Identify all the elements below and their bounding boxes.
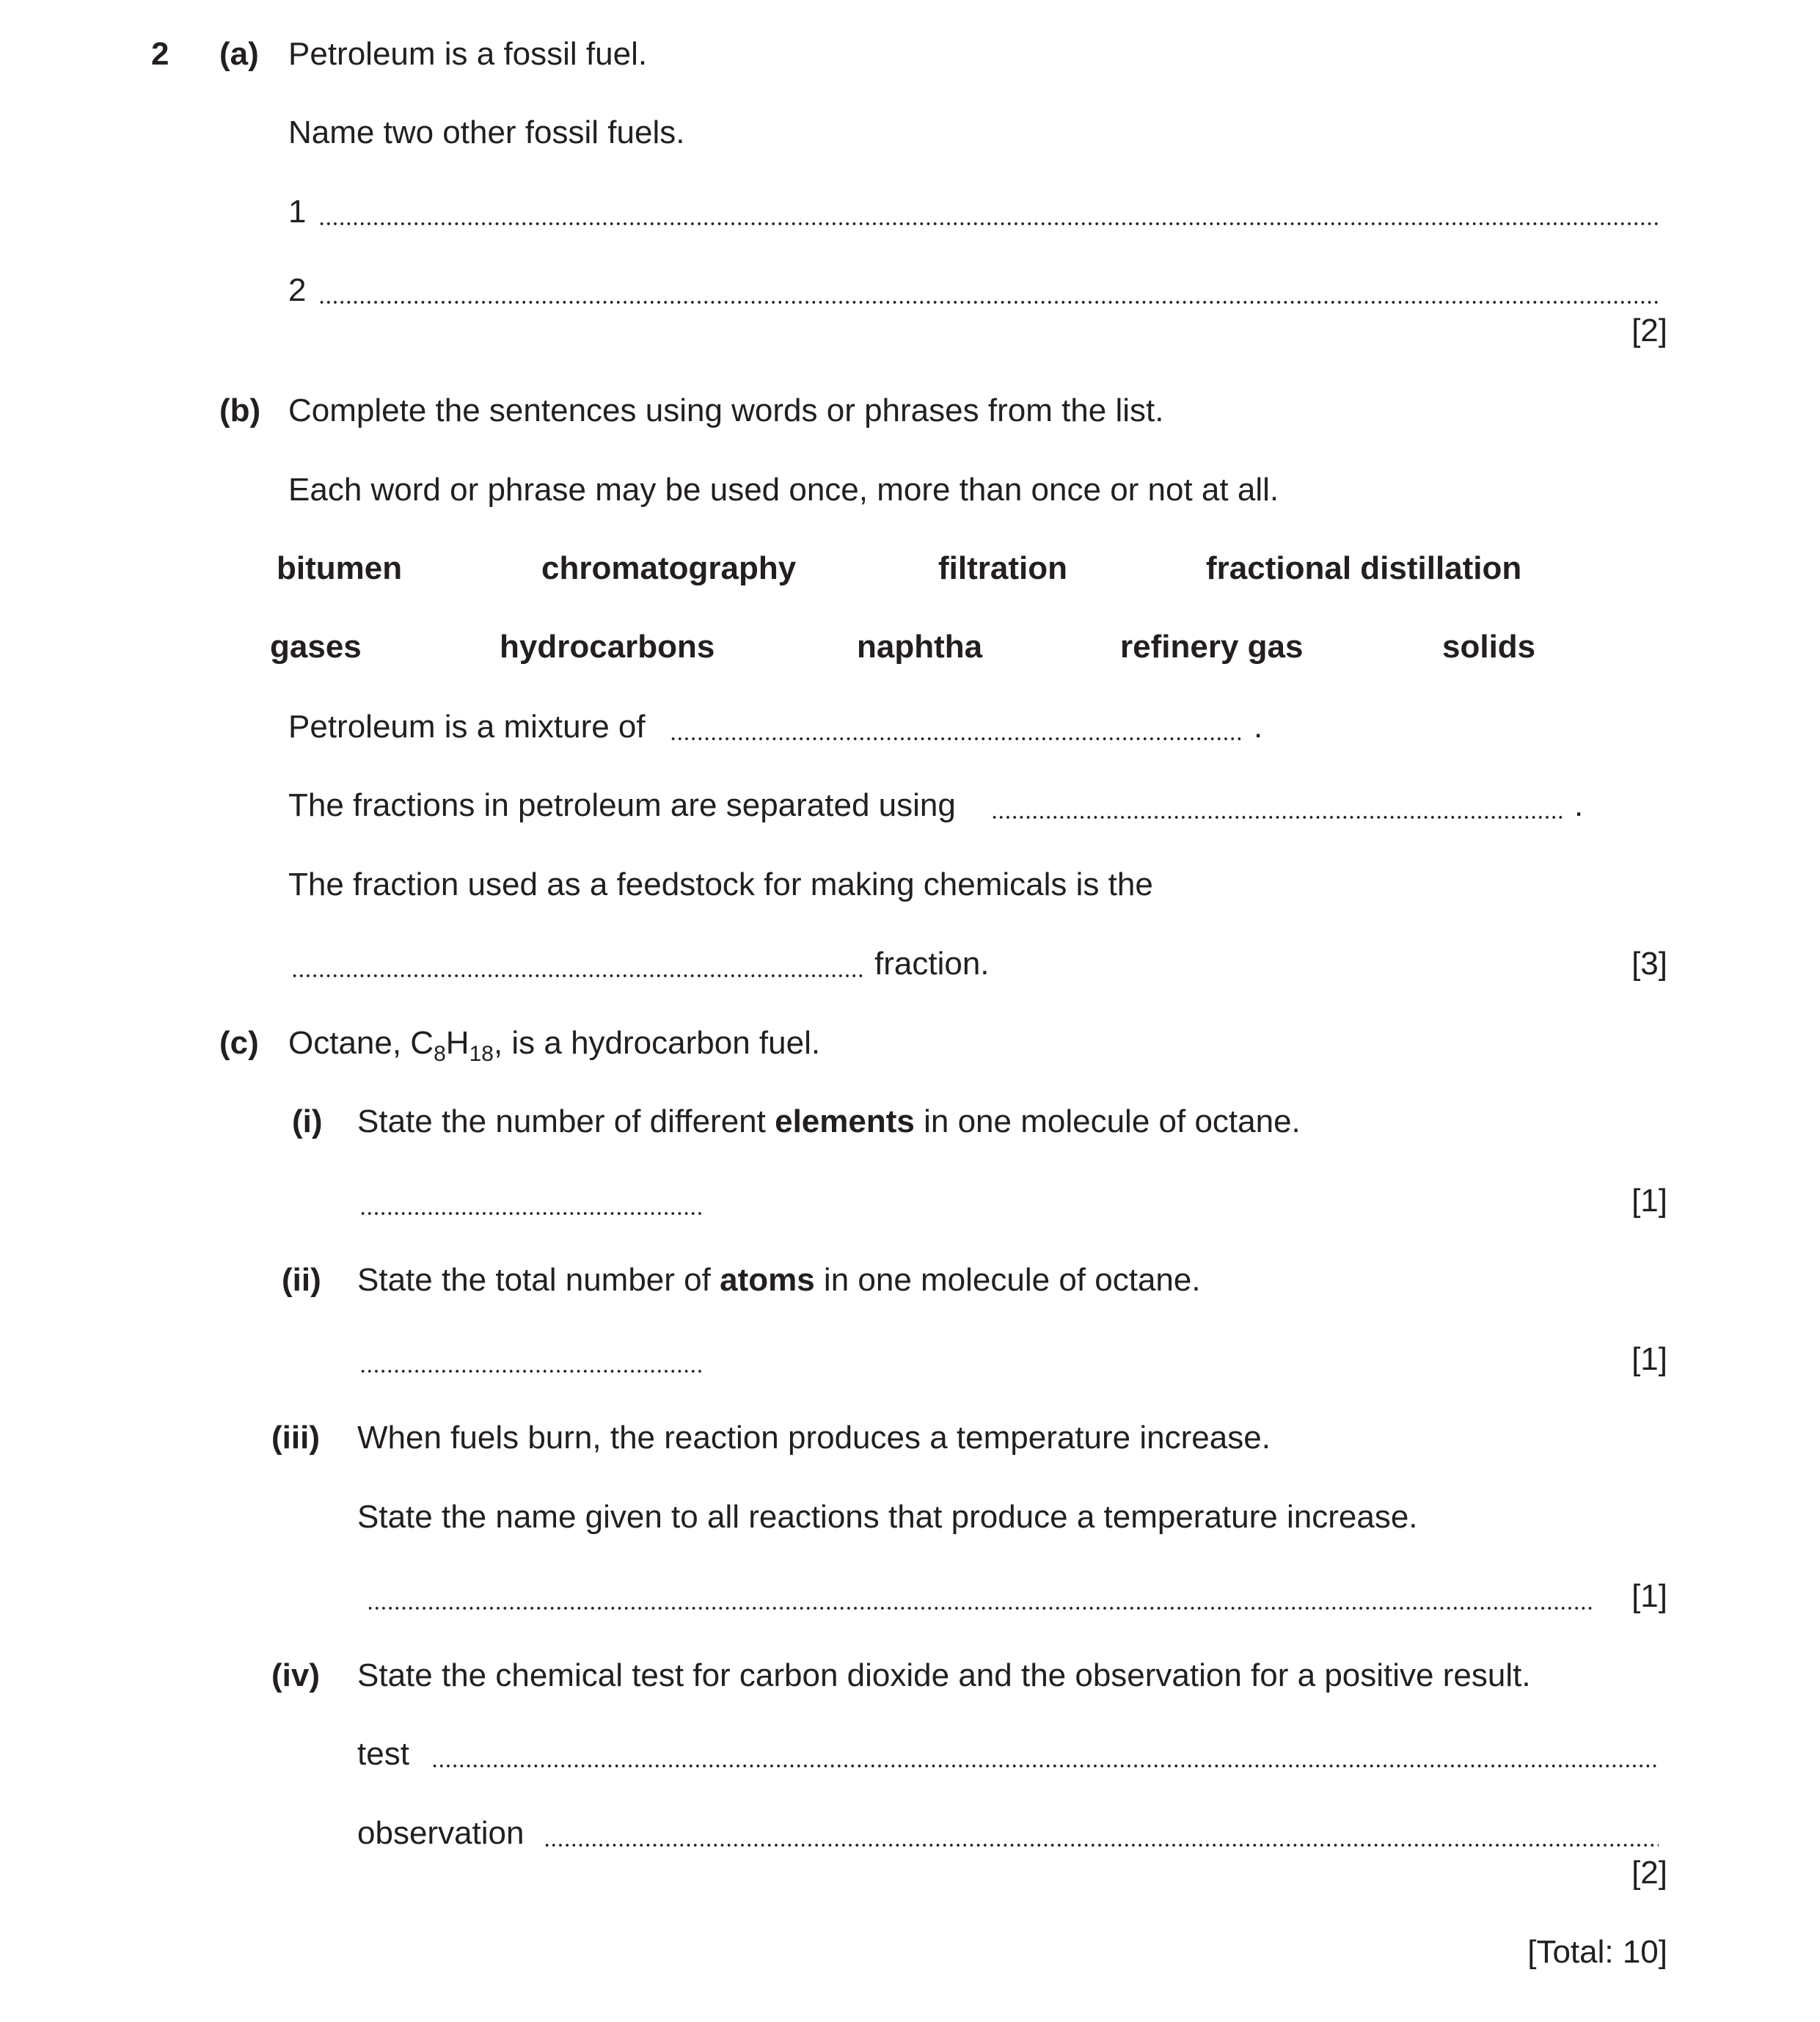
part-a-label: (a)	[219, 36, 259, 72]
part-c-stem: Octane, $C_8H_{18}$, is a hydrocarbon fuel.	[288, 1025, 821, 1066]
subscript-18: 18	[469, 1042, 494, 1066]
total-marks: [Total: 10]	[1527, 1934, 1667, 1970]
answer-line-a1[interactable]	[318, 222, 1659, 225]
answer-line-c-iii[interactable]	[367, 1607, 1596, 1610]
part-c-iv-marks: [2]	[1631, 1855, 1667, 1891]
part-a-prompt: Name two other fossil fuels.	[288, 114, 685, 150]
word-list-item: refinery gas	[1120, 629, 1304, 665]
word-list-item: hydrocarbons	[500, 629, 715, 665]
sentence-3: The fraction used as a feedstock for making chemicals is the	[288, 866, 1153, 902]
subscript-8: 8	[434, 1042, 446, 1066]
word-list-item: fractional distillation	[1206, 550, 1522, 586]
answer-line-c-ii[interactable]	[359, 1370, 701, 1373]
answer-line-a2[interactable]	[318, 301, 1659, 304]
sentence-3-end: fraction.	[874, 946, 990, 982]
sentence-2-period: .	[1574, 787, 1584, 823]
sentence-1: Petroleum is a mixture of	[288, 709, 646, 745]
observation-label: observation	[357, 1815, 525, 1851]
part-b-instruction: Each word or phrase may be used once, more than once or not at all.	[288, 472, 1279, 508]
part-c-iii-text: When fuels burn, the reaction produces a temperature increase.	[357, 1420, 1271, 1456]
answer-label-1: 1	[288, 194, 307, 230]
answer-line-b2[interactable]	[991, 816, 1565, 819]
part-c-ii-question: State the total number of atoms in one molecule of octane.	[357, 1262, 1201, 1298]
word-list-item: naphtha	[857, 629, 983, 665]
part-c-ii-marks: [1]	[1631, 1341, 1667, 1377]
word-list-item: chromatography	[541, 550, 797, 586]
answer-line-observation[interactable]	[544, 1844, 1659, 1847]
answer-line-b3[interactable]	[291, 974, 866, 977]
answer-line-test[interactable]	[431, 1764, 1659, 1767]
answer-line-b1[interactable]	[670, 737, 1244, 740]
word-list-item: bitumen	[277, 550, 403, 586]
sentence-1-period: .	[1254, 709, 1263, 745]
part-c-iii-question: State the name given to all reactions that produce a temperature increase.	[357, 1499, 1418, 1535]
sentence-2: The fractions in petroleum are separated using	[288, 787, 956, 823]
part-c-iv-label: (iv)	[271, 1657, 320, 1693]
part-a-stem: Petroleum is a fossil fuel.	[288, 36, 648, 72]
part-c-iv-question: State the chemical test for carbon dioxide and the observation for a positive result.	[357, 1657, 1531, 1693]
part-b-marks: [3]	[1631, 946, 1667, 982]
part-c-iii-marks: [1]	[1631, 1578, 1667, 1614]
test-label: test	[357, 1736, 409, 1772]
answer-label-2: 2	[288, 272, 307, 308]
part-c-ii-label: (ii)	[282, 1262, 321, 1298]
part-c-i-label: (i)	[292, 1103, 323, 1139]
word-list-item: filtration	[938, 550, 1067, 586]
word-list-item: gases	[270, 629, 362, 665]
part-c-i-question: State the number of different elements in one molecule of octane.	[357, 1103, 1301, 1139]
part-c-label: (c)	[219, 1025, 259, 1061]
part-c-i-marks: [1]	[1631, 1183, 1667, 1219]
answer-line-c-i[interactable]	[359, 1212, 701, 1215]
part-b-stem: Complete the sentences using words or phrases from the list.	[288, 393, 1164, 428]
question-number: 2	[151, 36, 169, 72]
part-c-iii-label: (iii)	[271, 1420, 320, 1456]
part-a-marks: [2]	[1631, 313, 1667, 348]
part-b-label: (b)	[219, 393, 261, 428]
word-list-item: solids	[1442, 629, 1536, 665]
